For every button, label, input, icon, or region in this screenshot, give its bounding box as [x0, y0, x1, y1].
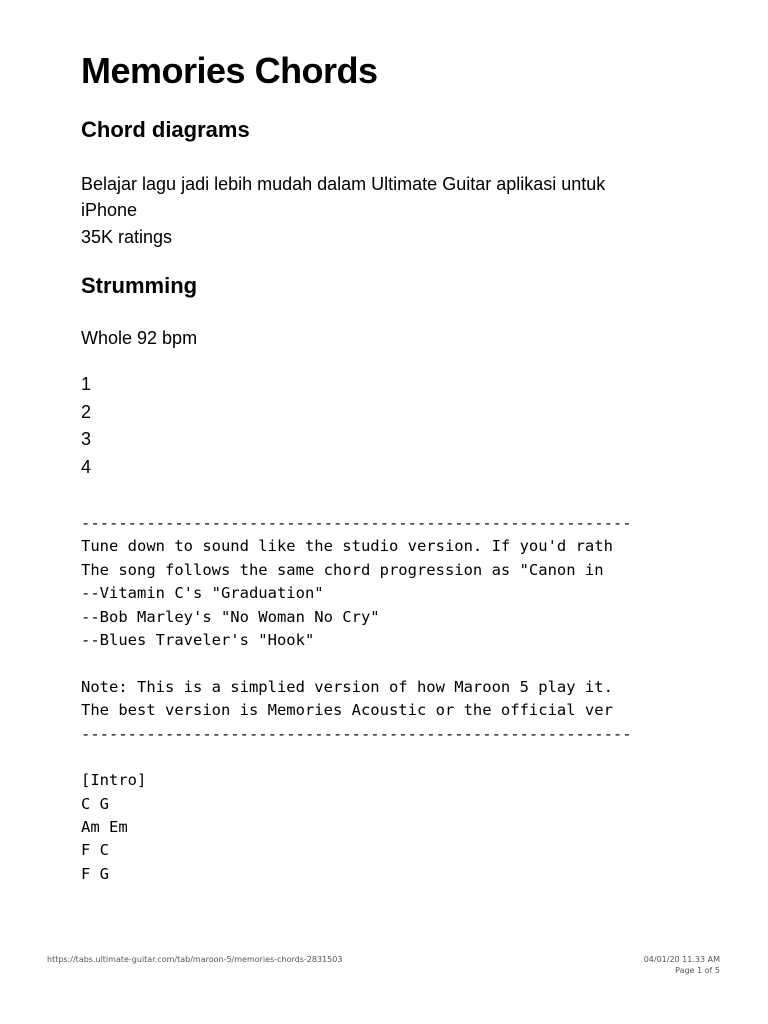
- tab-line: Tune down to sound like the studio version. If you'd rath: [81, 537, 613, 556]
- tab-line: The song follows the same chord progression as "Canon in: [81, 560, 604, 579]
- tab-divider: -----------------------------------------------------------: [81, 514, 632, 532]
- strumming-beat: 2: [81, 401, 92, 422]
- tab-line: --Blues Traveler's "Hook": [81, 630, 315, 649]
- footer-url: https://tabs.ultimate-guitar.com/tab/maroon-5/memories-chords-2831503: [47, 955, 343, 964]
- chord-line: F G: [81, 864, 109, 883]
- tab-blank-line: [81, 652, 687, 675]
- footer-page-indicator: Page 1 of 5: [675, 966, 720, 975]
- chord-line: F C: [81, 841, 109, 860]
- tab-section-label: [Intro]: [81, 771, 147, 790]
- tab-divider: -----------------------------------------------------------: [81, 724, 632, 743]
- app-promo-text: Belajar lagu jadi lebih mudah dalam Ultimate Guitar aplikasi untuk: [81, 174, 606, 194]
- tab-line: Note: This is a simplied version of how Maroon 5 play it.: [81, 677, 613, 696]
- chord-line: Am Em: [81, 818, 128, 837]
- tab-line: The best version is Memories Acoustic or the official ver: [81, 701, 613, 720]
- strumming-beat: 4: [81, 456, 92, 477]
- strumming-heading: Strumming: [81, 273, 198, 298]
- app-promo-text-continued: iPhone: [81, 200, 138, 220]
- tab-blank-line: [81, 746, 687, 769]
- footer-timestamp: 04/01/20 11.33 AM: [643, 955, 720, 964]
- strumming-beat: 1: [81, 374, 92, 394]
- ratings-count: 35K ratings: [81, 227, 173, 247]
- footer-meta: [644, 954, 720, 976]
- strumming-beat: 3: [81, 429, 92, 449]
- strumming-beat-list: [81, 371, 91, 481]
- chord-line: C G: [81, 794, 109, 813]
- strumming-tempo: Whole 92 bpm: [81, 328, 198, 348]
- page-title: Memories Chords: [81, 50, 378, 91]
- tab-line: --Bob Marley's "No Woman No Cry": [81, 607, 380, 626]
- chord-diagrams-heading: Chord diagrams: [81, 117, 250, 142]
- tab-line: --Vitamin C's "Graduation": [81, 584, 324, 603]
- tab-content: [81, 512, 687, 892]
